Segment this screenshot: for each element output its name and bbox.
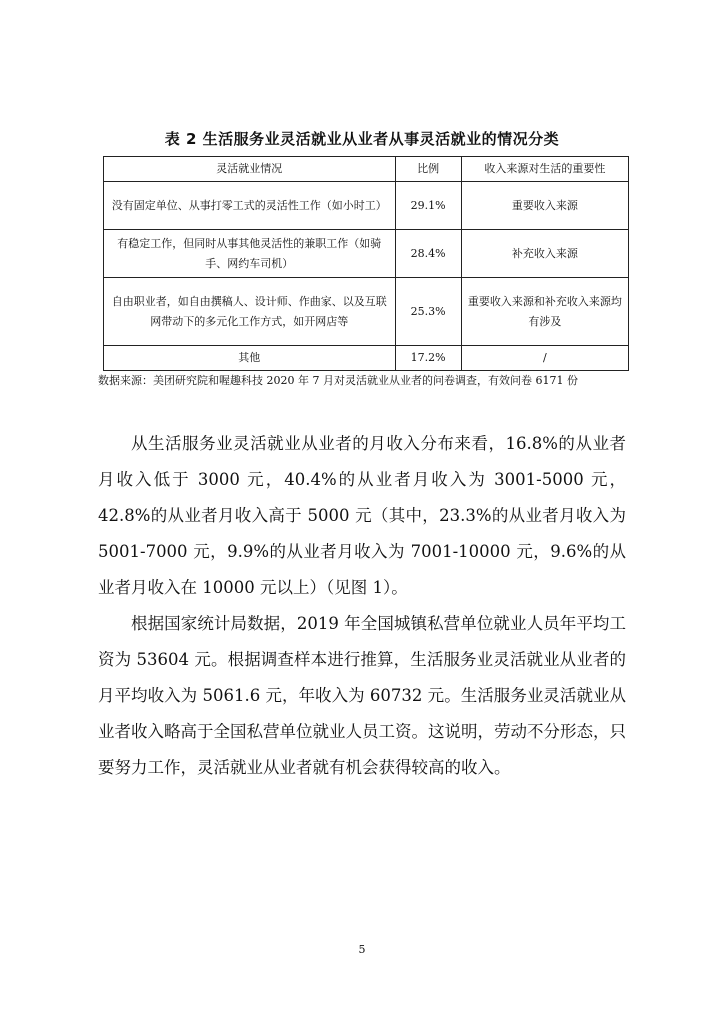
header-importance: 收入来源对生活的重要性 <box>461 157 628 182</box>
employment-table <box>103 156 629 371</box>
body-paragraph: 从生活服务业灵活就业从业者的月收入分布来看，16.8%的从业者月收入低于 3000 元，40.4%的从业者月收入为 3001-5000 元，42.8%的从业者月收入高于 5000 元（其中，23.3%的从业者月收入为 5001-7000 元，9.9%的从业者月收入为 7001-10000 元，9.6%的从业者月收入在 10000 元以上）（见图 1）。 <box>98 434 626 597</box>
table-row <box>104 230 629 278</box>
table-row <box>104 278 629 346</box>
cell-importance: / <box>461 346 628 371</box>
header-ratio: 比例 <box>395 157 461 182</box>
cell-importance: 重要收入来源 <box>461 182 628 230</box>
cell-category: 有稳定工作，但同时从事其他灵活性的兼职工作（如骑手、网约车司机） <box>104 230 396 278</box>
table-row <box>104 182 629 230</box>
data-source-note: 数据来源：美团研究院和喔趣科技 2020 年 7 月对灵活就业从业者的问卷调查，有效问卷 6171 份 <box>98 374 578 387</box>
cell-ratio: 28.4% <box>395 230 461 278</box>
cell-category: 自由职业者，如自由撰稿人、设计师、作曲家、以及互联网带动下的多元化工作方式，如开网店等 <box>104 278 396 346</box>
cell-ratio: 25.3% <box>395 278 461 346</box>
body-paragraph: 根据国家统计局数据，2019 年全国城镇私营单位就业人员年平均工资为 53604 元。根据调查样本进行推算，生活服务业灵活就业从业者的月平均收入为 5061.6 元，年收入为 60732 元。生活服务业灵活就业从业者收入略高于全国私营单位就业人员工资。这说明，劳动不分形态，只要努力工作，灵活就业从业者就有机会获得较高的收入。 <box>98 614 626 777</box>
cell-category: 没有固定单位、从事打零工式的灵活性工作（如小时工） <box>104 182 396 230</box>
cell-ratio: 17.2% <box>395 346 461 371</box>
cell-importance: 补充收入来源 <box>461 230 628 278</box>
header-category: 灵活就业情况 <box>104 157 396 182</box>
cell-importance: 重要收入来源和补充收入来源均有涉及 <box>461 278 628 346</box>
cell-category: 其他 <box>104 346 396 371</box>
table-title: 表 2 生活服务业灵活就业从业者从事灵活就业的情况分类 <box>164 130 560 148</box>
table-row <box>104 346 629 371</box>
table-header-row <box>104 157 629 182</box>
page-number: 5 <box>358 943 366 956</box>
cell-ratio: 29.1% <box>395 182 461 230</box>
